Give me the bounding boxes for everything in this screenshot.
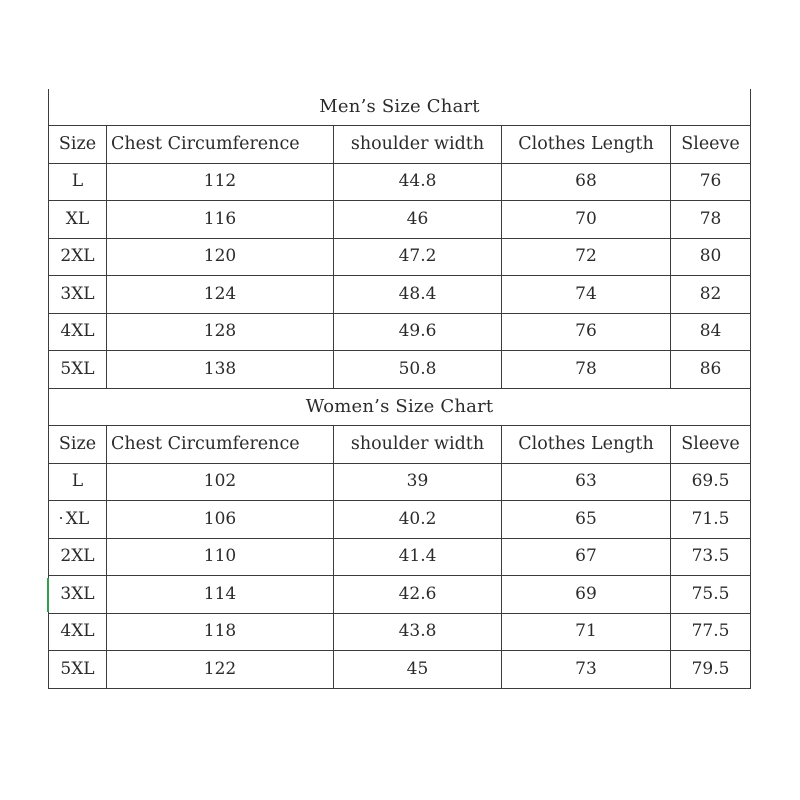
length-cell: 73 (502, 651, 671, 689)
sleeve-cell: 75.5 (671, 576, 751, 614)
size-cell: L (49, 463, 107, 501)
length-cell: 63 (502, 463, 671, 501)
length-cell: 68 (502, 163, 671, 201)
shoulder-cell: 45 (334, 651, 502, 689)
mens-header-shoulder: shoulder width (334, 126, 502, 164)
length-cell: 72 (502, 238, 671, 276)
shoulder-cell: 50.8 (334, 351, 502, 389)
sleeve-cell: 71.5 (671, 501, 751, 539)
sleeve-cell: 69.5 (671, 463, 751, 501)
chest-cell: 118 (107, 613, 334, 651)
womens-header-sleeve: Sleeve (671, 426, 751, 464)
size-cell: L (49, 163, 107, 201)
mens-header-row (49, 126, 751, 164)
chest-cell: 114 (107, 576, 334, 614)
table-row (49, 463, 751, 501)
mens-header-length: Clothes Length (502, 126, 671, 164)
mens-chart-title: Men’s Size Chart (49, 89, 751, 126)
table-row (49, 351, 751, 389)
shoulder-cell: 41.4 (334, 538, 502, 576)
table-row (49, 276, 751, 314)
chest-cell: 112 (107, 163, 334, 201)
mens-header-size: Size (49, 126, 107, 164)
length-cell: 70 (502, 201, 671, 239)
sleeve-cell: 77.5 (671, 613, 751, 651)
shoulder-cell: 42.6 (334, 576, 502, 614)
shoulder-cell: 39 (334, 463, 502, 501)
chest-cell: 124 (107, 276, 334, 314)
sleeve-cell: 79.5 (671, 651, 751, 689)
length-cell: 67 (502, 538, 671, 576)
size-cell: 5XL (49, 351, 107, 389)
table-row (49, 238, 751, 276)
size-cell: 3XL (49, 276, 107, 314)
size-cell: 2XL (49, 238, 107, 276)
chest-cell: 138 (107, 351, 334, 389)
table-row (49, 201, 751, 239)
mens-header-chest: Chest Circumference (107, 126, 334, 164)
chest-cell: 102 (107, 463, 334, 501)
womens-title-row (49, 388, 751, 426)
womens-header-shoulder: shoulder width (334, 426, 502, 464)
size-cell: 5XL (49, 651, 107, 689)
sleeve-cell: 78 (671, 201, 751, 239)
length-cell: 74 (502, 276, 671, 314)
table-row (49, 501, 751, 539)
length-cell: 65 (502, 501, 671, 539)
sleeve-cell: 73.5 (671, 538, 751, 576)
womens-chart-title: Women’s Size Chart (49, 388, 751, 426)
shoulder-cell: 47.2 (334, 238, 502, 276)
selected-cell-marker (47, 578, 49, 612)
shoulder-cell: 49.6 (334, 313, 502, 351)
sleeve-cell: 86 (671, 351, 751, 389)
table-row (49, 651, 751, 689)
table-row (49, 313, 751, 351)
chest-cell: 128 (107, 313, 334, 351)
table-row (49, 613, 751, 651)
sleeve-cell: 80 (671, 238, 751, 276)
womens-header-row (49, 426, 751, 464)
size-cell: 2XL (49, 538, 107, 576)
sleeve-cell: 82 (671, 276, 751, 314)
shoulder-cell: 44.8 (334, 163, 502, 201)
size-chart-sheet (48, 89, 750, 689)
length-cell: 69 (502, 576, 671, 614)
mens-header-sleeve: Sleeve (671, 126, 751, 164)
size-cell: XL (49, 201, 107, 239)
mens-title-row (49, 89, 751, 126)
chest-cell: 122 (107, 651, 334, 689)
size-cell: 3XL (49, 576, 107, 614)
chest-cell: 106 (107, 501, 334, 539)
sleeve-cell: 84 (671, 313, 751, 351)
shoulder-cell: 48.4 (334, 276, 502, 314)
size-cell: 4XL (49, 313, 107, 351)
table-row (49, 576, 751, 614)
womens-header-size: Size (49, 426, 107, 464)
womens-header-chest: Chest Circumference (107, 426, 334, 464)
size-cell: 4XL (49, 613, 107, 651)
shoulder-cell: 43.8 (334, 613, 502, 651)
length-cell: 71 (502, 613, 671, 651)
sleeve-cell: 76 (671, 163, 751, 201)
womens-header-length: Clothes Length (502, 426, 671, 464)
stray-dot (60, 517, 62, 519)
size-chart-table (48, 89, 751, 689)
chest-cell: 110 (107, 538, 334, 576)
chest-cell: 116 (107, 201, 334, 239)
table-row (49, 538, 751, 576)
length-cell: 78 (502, 351, 671, 389)
chest-cell: 120 (107, 238, 334, 276)
length-cell: 76 (502, 313, 671, 351)
shoulder-cell: 46 (334, 201, 502, 239)
size-cell: XL (49, 501, 107, 539)
shoulder-cell: 40.2 (334, 501, 502, 539)
table-row (49, 163, 751, 201)
